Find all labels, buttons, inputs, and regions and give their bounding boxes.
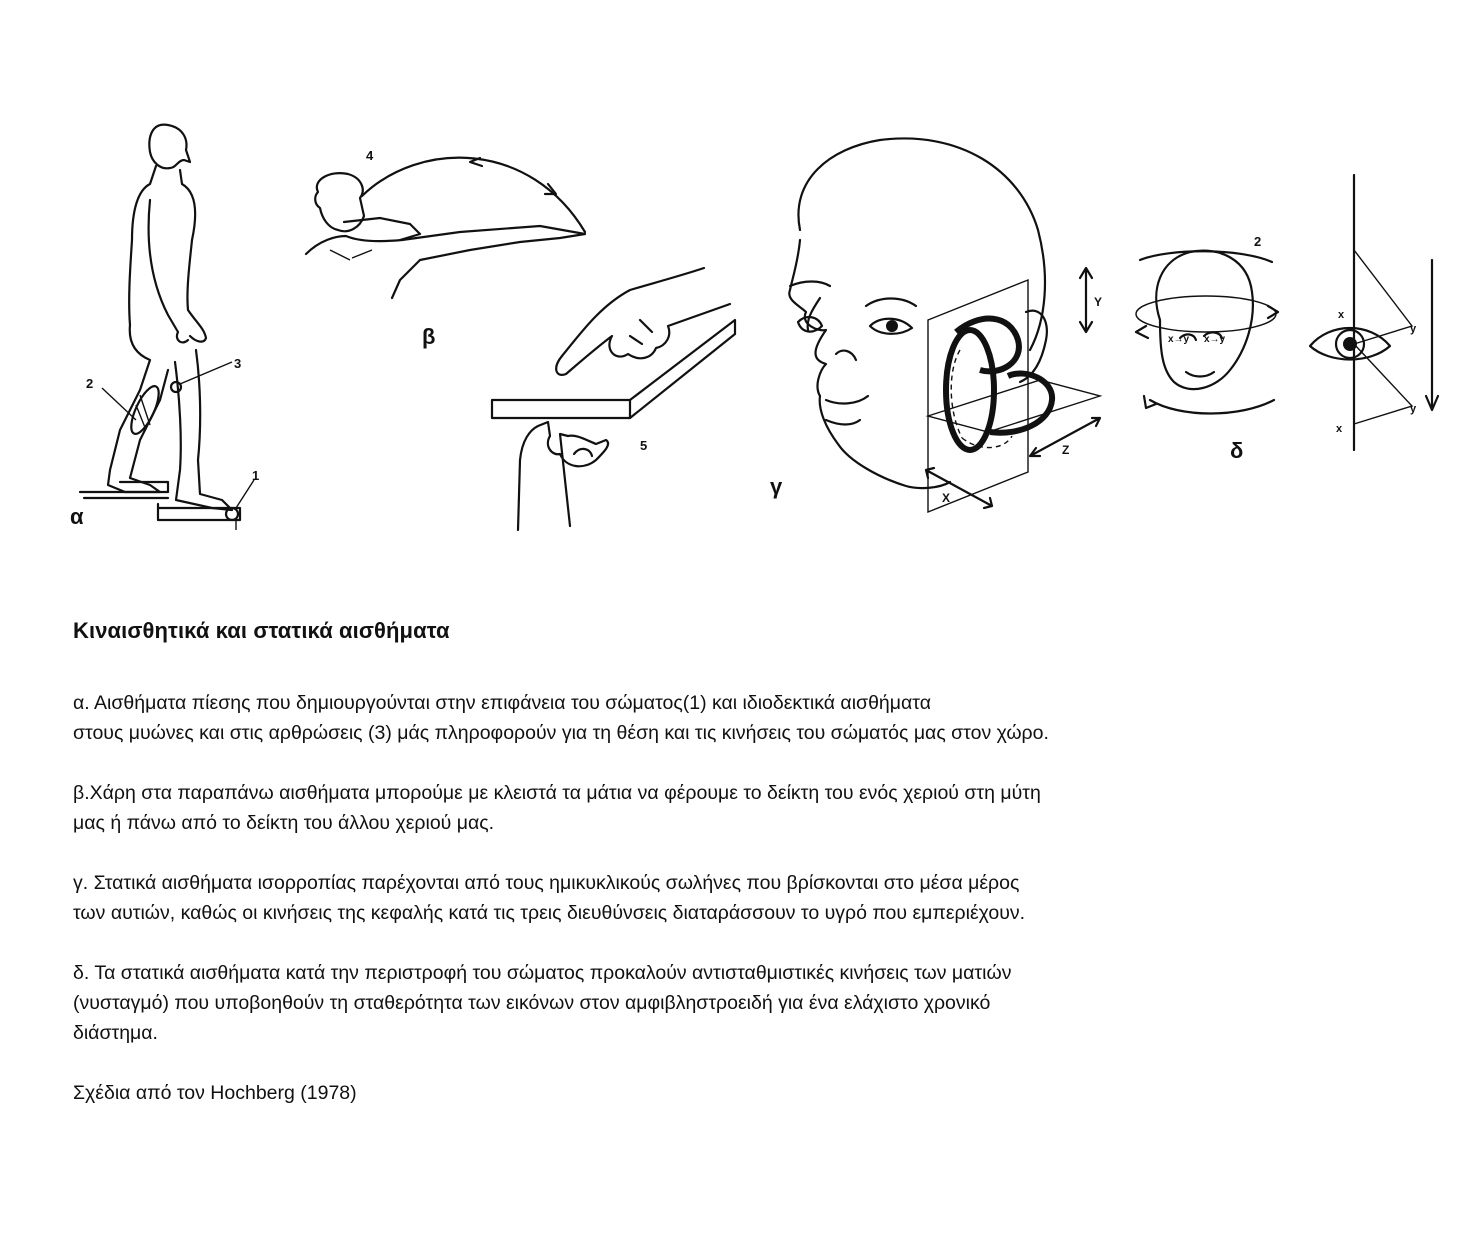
panel-d-rotation <box>1136 175 1438 463</box>
panel-b-nose-touch <box>306 148 585 349</box>
paragraph-line: δ. Τα στατικά αισθήματα κατά την περιστροφή του σώματος προκαλούν αντισταθμιστικές κινήσεις των ματιών <box>73 962 1012 984</box>
label-alpha: α <box>70 504 84 529</box>
figure-credit: Σχέδια από τον Hochberg (1978) <box>73 1082 357 1104</box>
label-beta: β <box>422 324 436 349</box>
label-2b: 2 <box>1254 234 1262 249</box>
paragraph-line: (νυσταγμό) που υποβοηθούν τη σταθερότητα των εικόνων στον αμφιβληστροειδή για ένα ελάχιστο χρονικό <box>73 992 991 1014</box>
paragraph-line: των αυτιών, καθώς οι κινήσεις της κεφαλής κατά τις τρεις διευθύνσεις διαταράσσουν το υγρό που εμπεριέχουν. <box>73 902 1026 924</box>
axis-y-label: Y <box>1094 295 1103 309</box>
panel-a-walking-man <box>70 125 259 530</box>
illustration-figure <box>0 100 1480 540</box>
eye-label-y1: y <box>1410 323 1417 335</box>
eye-label-x1: x <box>1338 309 1345 321</box>
paragraph-g <box>73 868 1273 928</box>
label-5: 5 <box>640 438 648 453</box>
paragraph-line: μας ή πάνω από το δείκτη του άλλου χεριού μας. <box>73 812 495 834</box>
label-4: 4 <box>366 148 374 163</box>
label-3: 3 <box>234 356 242 371</box>
eye-label-y2: y <box>1410 403 1417 415</box>
page-title: Κιναισθητικά και στατικά αισθήματα <box>73 618 450 643</box>
label-gamma: γ <box>770 474 783 499</box>
paragraph-line: γ. Στατικά αισθήματα ισορροπίας παρέχονται από τους ημικυκλικούς σωλήνες που βρίσκονται στο μέσα μέρος <box>73 872 1020 894</box>
panel-g-head-canals <box>770 138 1102 512</box>
paragraph-line: β.Χάρη στα παραπάνω αισθήματα μπορούμε με κλειστά τα μάτια να φέρουμε το δείκτη του ενός χεριού στη μύτη <box>73 782 1041 804</box>
paragraph-a <box>73 688 1273 748</box>
label-delta: δ <box>1230 438 1244 463</box>
label-2: 2 <box>86 376 94 391</box>
paragraph-b <box>73 778 1273 838</box>
axis-z-label: Z <box>1062 443 1070 457</box>
axis-x-label: X <box>942 491 951 505</box>
paragraph-line: α. Αισθήματα πίεσης που δημιουργούνται στην επιφάνεια του σώματος(1) και ιδιοδεκτικά αισθήματα <box>73 692 931 714</box>
paragraph-d <box>73 958 1273 1048</box>
paragraph-line: διάστημα. <box>73 1022 158 1044</box>
paragraph-line: στους μυώνες και στις αρθρώσεις (3) μάς πληροφορούν για τη θέση και τις κινήσεις του σώματός μας στον χώρο. <box>73 722 1049 744</box>
caption-text <box>73 618 1273 1108</box>
head-label-xy2: x→y <box>1204 334 1226 345</box>
label-1: 1 <box>252 468 260 483</box>
panel-5-hands-board <box>492 268 735 530</box>
eye-label-x2: x <box>1336 423 1343 435</box>
head-label-xy1: x→y <box>1168 334 1190 345</box>
